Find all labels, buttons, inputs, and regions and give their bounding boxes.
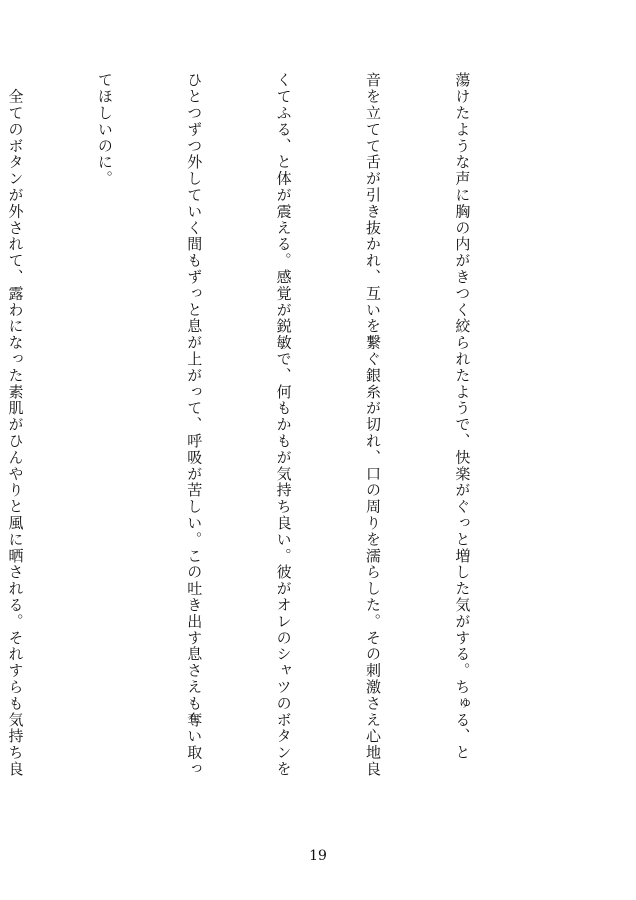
text-line: ひとつずつ外していく間もずっと息が上がって、呼吸が苦しい。この吐き出す息さえも奪い取っ	[185, 72, 204, 778]
text-line: 音を立てて舌が引き抜かれ、互いを繋ぐ銀糸が切れ、口の周りを濡らした。その刺激さえ心地良	[364, 72, 383, 778]
text-line: くてふる、と体が震える。感覚が鋭敏で、何もかもが気持ち良い。彼がオレのシャツのボタンを	[274, 72, 293, 778]
text-line: 全てのボタンが外されて、露わになった素肌がひんやりと風に晒される。それすらも気持ち良	[6, 72, 25, 778]
body-text	[6, 72, 536, 838]
page-number: 19	[309, 848, 327, 864]
text-line: 蕩けたような声に胸の内がきつく絞られたようで、快楽がぐっと増した気がする。ちゅる、と	[453, 72, 472, 761]
text-line: てほしいのに。	[95, 72, 114, 187]
